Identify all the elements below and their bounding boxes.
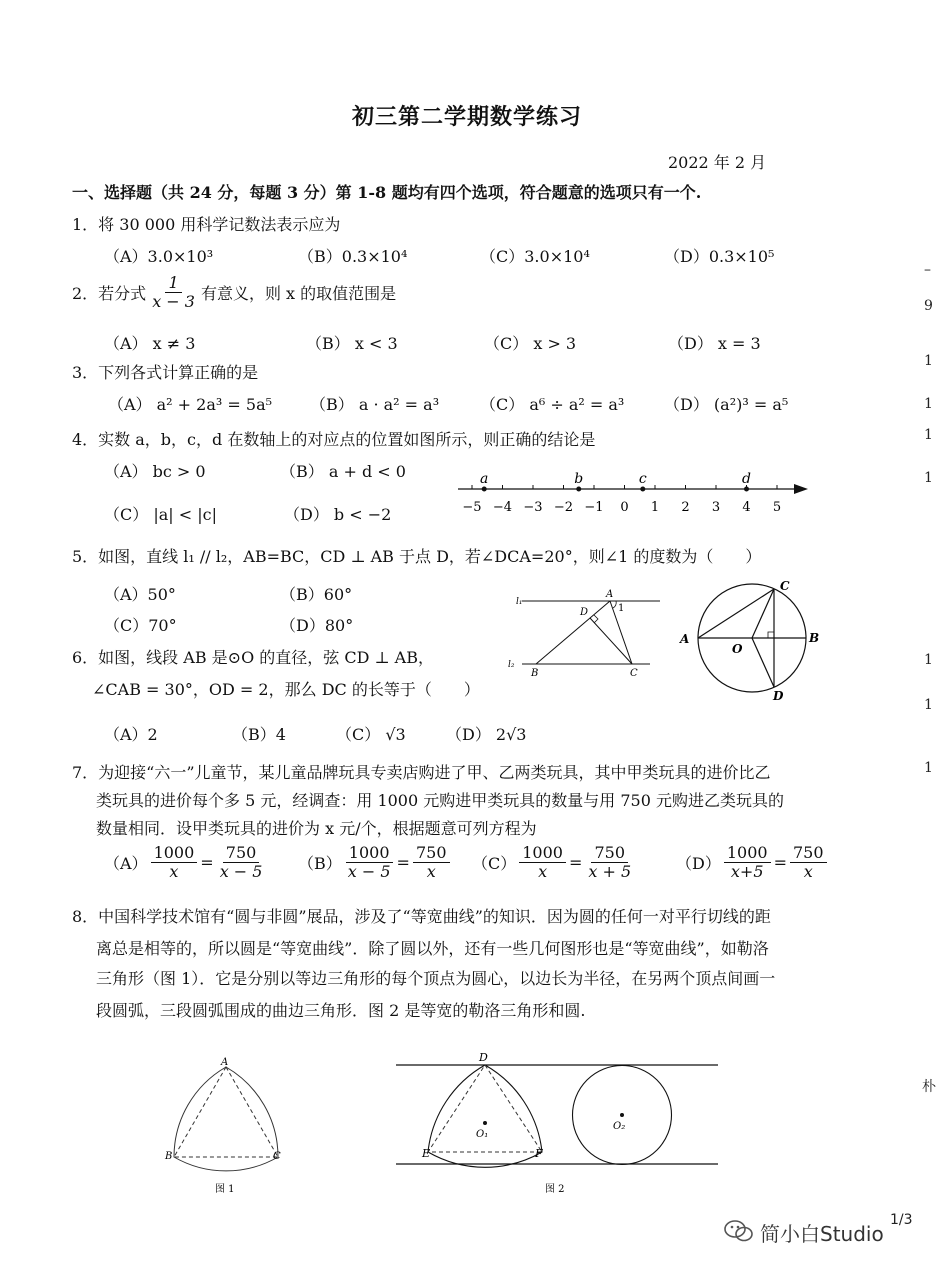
number-line-point-a <box>482 487 487 492</box>
number-line-tick-label: 2 <box>681 500 690 515</box>
q7-c-d1: x <box>538 862 548 882</box>
label-e: E <box>422 1147 431 1160</box>
edge-fragment: 1 <box>924 652 933 668</box>
page-title: 初三第二学期数学练习 <box>352 104 583 130</box>
segment-ab <box>536 601 610 664</box>
q2-numerator: 1 <box>165 274 181 293</box>
q2-option-a: （A） x ≠ 3 <box>104 334 196 353</box>
q2-option-d: （D） x = 3 <box>668 334 761 353</box>
number-line-tick-label: 5 <box>772 500 782 515</box>
edge-fragment: 1 <box>924 396 933 412</box>
q5-figure <box>500 585 670 685</box>
label-o: O <box>732 642 743 656</box>
q5-option-c: （C）70° <box>104 616 177 635</box>
q7-line3: 数量相同．设甲类玩具的进价为 x 元/个，根据题意可列方程为 <box>96 819 537 838</box>
q7-option-b <box>298 844 453 882</box>
number-line-point-c <box>640 487 645 492</box>
number-line-tick-label: −2 <box>553 500 574 515</box>
q1-stem: 1．将 30 000 用科学记数法表示应为 <box>72 215 341 234</box>
q7-d-frac1 <box>724 844 771 882</box>
number-line-point-label: c <box>638 471 647 487</box>
q6-option-d: （D） 2√3 <box>446 725 527 744</box>
number-line-tick-label: −5 <box>462 500 482 515</box>
q3-option-b: （B） a · a² = a³ <box>310 395 440 414</box>
q6-stem-line2: ∠CAB = 30°，OD = 2，那么 DC 的长等于（ ） <box>92 680 480 699</box>
q2-stem-post: 有意义，则 x 的取值范围是 <box>200 284 397 304</box>
center-o2 <box>620 1113 624 1117</box>
angle-1-arc <box>613 601 616 608</box>
q4-option-b: （B） a + d < 0 <box>280 462 406 481</box>
q7-b-n1: 1000 <box>346 844 393 863</box>
date: 2022 年 2 月 <box>668 153 767 172</box>
number-line-point-b <box>576 487 581 492</box>
number-line-figure <box>450 462 816 522</box>
label-l2: l₂ <box>508 660 515 670</box>
label-b: B <box>531 668 539 679</box>
q7-a-d1: x <box>169 862 179 882</box>
q2-option-b: （B） x < 3 <box>306 334 398 353</box>
q5-option-d: （D）80° <box>280 616 354 635</box>
q5-stem: 5．如图，直线 l₁ // l₂，AB=BC，CD ⊥ AB 于点 D，若∠DCA=20°，则∠1 的度数为（ ） <box>72 547 762 566</box>
q3-stem: 3．下列各式计算正确的是 <box>72 363 259 382</box>
wechat-icon <box>722 1218 756 1244</box>
q7-d-n1: 1000 <box>724 844 771 863</box>
label-angle-1: 1 <box>618 603 625 614</box>
page-number: 1/3 <box>890 1212 913 1228</box>
q7-c-d2: x + 5 <box>588 862 632 882</box>
label-o1: O₁ <box>476 1129 489 1140</box>
q7-c-n1: 1000 <box>519 844 566 863</box>
q7-option-c-tag: （C） <box>472 854 517 874</box>
number-line-tick-label: −3 <box>523 500 543 515</box>
number-line-arrow <box>794 484 808 494</box>
q7-b-d2: x <box>426 862 436 882</box>
q2-denominator: x − 3 <box>152 292 195 312</box>
edge-fragment: 1 <box>924 470 933 486</box>
inner-triangle <box>174 1067 278 1157</box>
label-d: D <box>773 689 784 703</box>
q7-a-frac1 <box>151 844 198 882</box>
q1-option-d: （D）0.3×10⁵ <box>664 247 775 266</box>
q6-option-b: （B）4 <box>232 725 286 744</box>
label-d: D <box>479 1051 488 1064</box>
number-line-tick-label: 1 <box>650 500 660 515</box>
q3-option-a: （A） a² + 2a³ = 5a⁵ <box>108 395 273 414</box>
q7-option-d <box>676 844 830 882</box>
q3-option-c: （C） a⁶ ÷ a² = a³ <box>480 395 625 414</box>
figure-1-caption: 图 1 <box>215 1184 235 1195</box>
q8-line1: 8．中国科学技术馆有“圆与非圆”展品，涉及了“等宽曲线”的知识．因为圆的任何一对平行切线的距 <box>72 907 771 926</box>
number-line-point-d <box>744 487 749 492</box>
q4-option-d: （D） b < −2 <box>284 505 392 524</box>
reuleaux-triangle <box>174 1067 278 1171</box>
label-a: A <box>221 1057 229 1068</box>
q7-a-frac2 <box>217 844 266 882</box>
q7-c-frac1 <box>519 844 566 882</box>
q4-option-a: （A） bc > 0 <box>104 462 206 481</box>
number-line-point-label: b <box>574 471 584 487</box>
q7-option-c <box>472 844 637 882</box>
q7-a-n1: 1000 <box>151 844 198 863</box>
q4-option-c: （C） |a| < |c| <box>104 505 217 524</box>
number-line-point-label: a <box>480 471 489 487</box>
q2-stem <box>72 274 396 312</box>
q7-b-d1: x − 5 <box>347 862 391 882</box>
q5-option-a: （A）50° <box>104 585 176 604</box>
label-b: B <box>165 1151 173 1162</box>
q7-b-eq: = <box>396 853 410 873</box>
edge-fragment: 1 <box>924 353 933 369</box>
watermark: 简小白Studio <box>760 1222 884 1246</box>
q7-option-a-tag: （A） <box>104 854 148 874</box>
q2-fraction <box>149 274 198 312</box>
q8-line4: 段圆弧，三段圆弧围成的曲边三角形．图 2 是等宽的勒洛三角形和圆. <box>96 1001 586 1020</box>
q7-d-n2: 750 <box>790 844 827 863</box>
section-heading: 一、选择题（共 24 分，每题 3 分）第 1-8 题均有四个选项，符合题意的选项只有一个. <box>72 183 702 202</box>
right-angle-mark-cd <box>768 632 774 638</box>
label-a: A <box>606 589 614 600</box>
q4-stem: 4．实数 a，b，c，d 在数轴上的对应点的位置如图所示，则正确的结论是 <box>72 430 596 449</box>
q5-option-b: （B）60° <box>280 585 353 604</box>
q7-b-frac2 <box>413 844 450 882</box>
q7-b-frac1 <box>345 844 394 882</box>
q7-d-d1: x+5 <box>730 862 764 882</box>
q1-option-a: （A）3.0×10³ <box>104 247 214 266</box>
q7-c-n2: 750 <box>591 844 628 863</box>
q1-option-c: （C）3.0×10⁴ <box>480 247 590 266</box>
q8-line2: 离总是相等的，所以圆是“等宽曲线”．除了圆以外，还有一些几何图形也是“等宽曲线”，如勒洛 <box>96 939 769 958</box>
figure-1 <box>160 1055 290 1200</box>
edge-fragment: 1 <box>924 760 933 776</box>
right-angle-mark <box>594 615 598 623</box>
q7-b-n2: 750 <box>413 844 450 863</box>
q2-stem-pre: 2．若分式 <box>72 284 147 304</box>
q6-stem-line1: 6．如图，线段 AB 是⊙O 的直径，弦 CD ⊥ AB， <box>72 648 434 667</box>
q7-d-frac2 <box>790 844 827 882</box>
number-line-tick-label: −1 <box>584 500 604 515</box>
number-line-tick-label: 0 <box>620 500 629 515</box>
label-l1: l₁ <box>516 597 523 607</box>
edge-fragment: 1 <box>924 427 933 443</box>
q7-a-n2: 750 <box>223 844 260 863</box>
q7-d-eq: = <box>773 853 787 873</box>
label-c: C <box>780 579 790 593</box>
number-line-tick-label: −4 <box>492 500 513 515</box>
figure-2-caption: 图 2 <box>545 1184 565 1195</box>
label-a: A <box>680 632 690 646</box>
q6-figure <box>670 572 830 706</box>
q7-a-d2: x − 5 <box>219 862 263 882</box>
q8-line3: 三角形（图 1）．它是分别以等边三角形的每个顶点为圆心，以边长为半径，在另两个顶点间画一 <box>96 969 776 988</box>
q7-line2: 类玩具的进价每个多 5 元，经调查：用 1000 元购进甲类玩具的数量与用 750 元购进乙类玩具的 <box>96 791 784 810</box>
figure-2 <box>390 1048 720 1200</box>
label-d: D <box>580 607 589 618</box>
segment-cd <box>590 618 632 664</box>
q7-option-d-tag: （D） <box>676 854 721 874</box>
label-o2: O₂ <box>613 1121 626 1132</box>
q6-option-c: （C） √3 <box>336 725 406 744</box>
edge-fragment: 9 <box>924 298 933 314</box>
q7-option-a <box>104 844 268 882</box>
number-line-tick-label: 4 <box>742 500 751 515</box>
q1-option-b: （B）0.3×10⁴ <box>298 247 408 266</box>
label-c: C <box>630 668 638 679</box>
q6-option-a: （A）2 <box>104 725 158 744</box>
number-line-point-label: d <box>742 471 751 487</box>
q3-option-d: （D） (a²)³ = a⁵ <box>664 395 789 414</box>
label-c: C <box>273 1151 281 1162</box>
q7-c-eq: = <box>568 853 583 873</box>
q7-d-d2: x <box>803 862 813 882</box>
q2-option-c: （C） x > 3 <box>484 334 577 353</box>
label-b: B <box>809 631 820 645</box>
edge-fragment: 1 <box>924 697 933 713</box>
label-f: F <box>535 1147 543 1160</box>
center-o1 <box>483 1121 487 1125</box>
edge-fragment-dash: – <box>924 262 931 278</box>
edge-fragment: 朴 <box>922 1079 936 1095</box>
q7-option-b-tag: （B） <box>298 854 342 874</box>
number-line-tick-label: 3 <box>711 500 721 515</box>
q7-line1: 7．为迎接“六一”儿童节，某儿童品牌玩具专卖店购进了甲、乙两类玩具，其中甲类玩具的进价比乙 <box>72 763 771 782</box>
q7-a-eq: = <box>200 853 214 873</box>
radius-od <box>752 638 774 687</box>
q7-c-frac2 <box>585 844 634 882</box>
